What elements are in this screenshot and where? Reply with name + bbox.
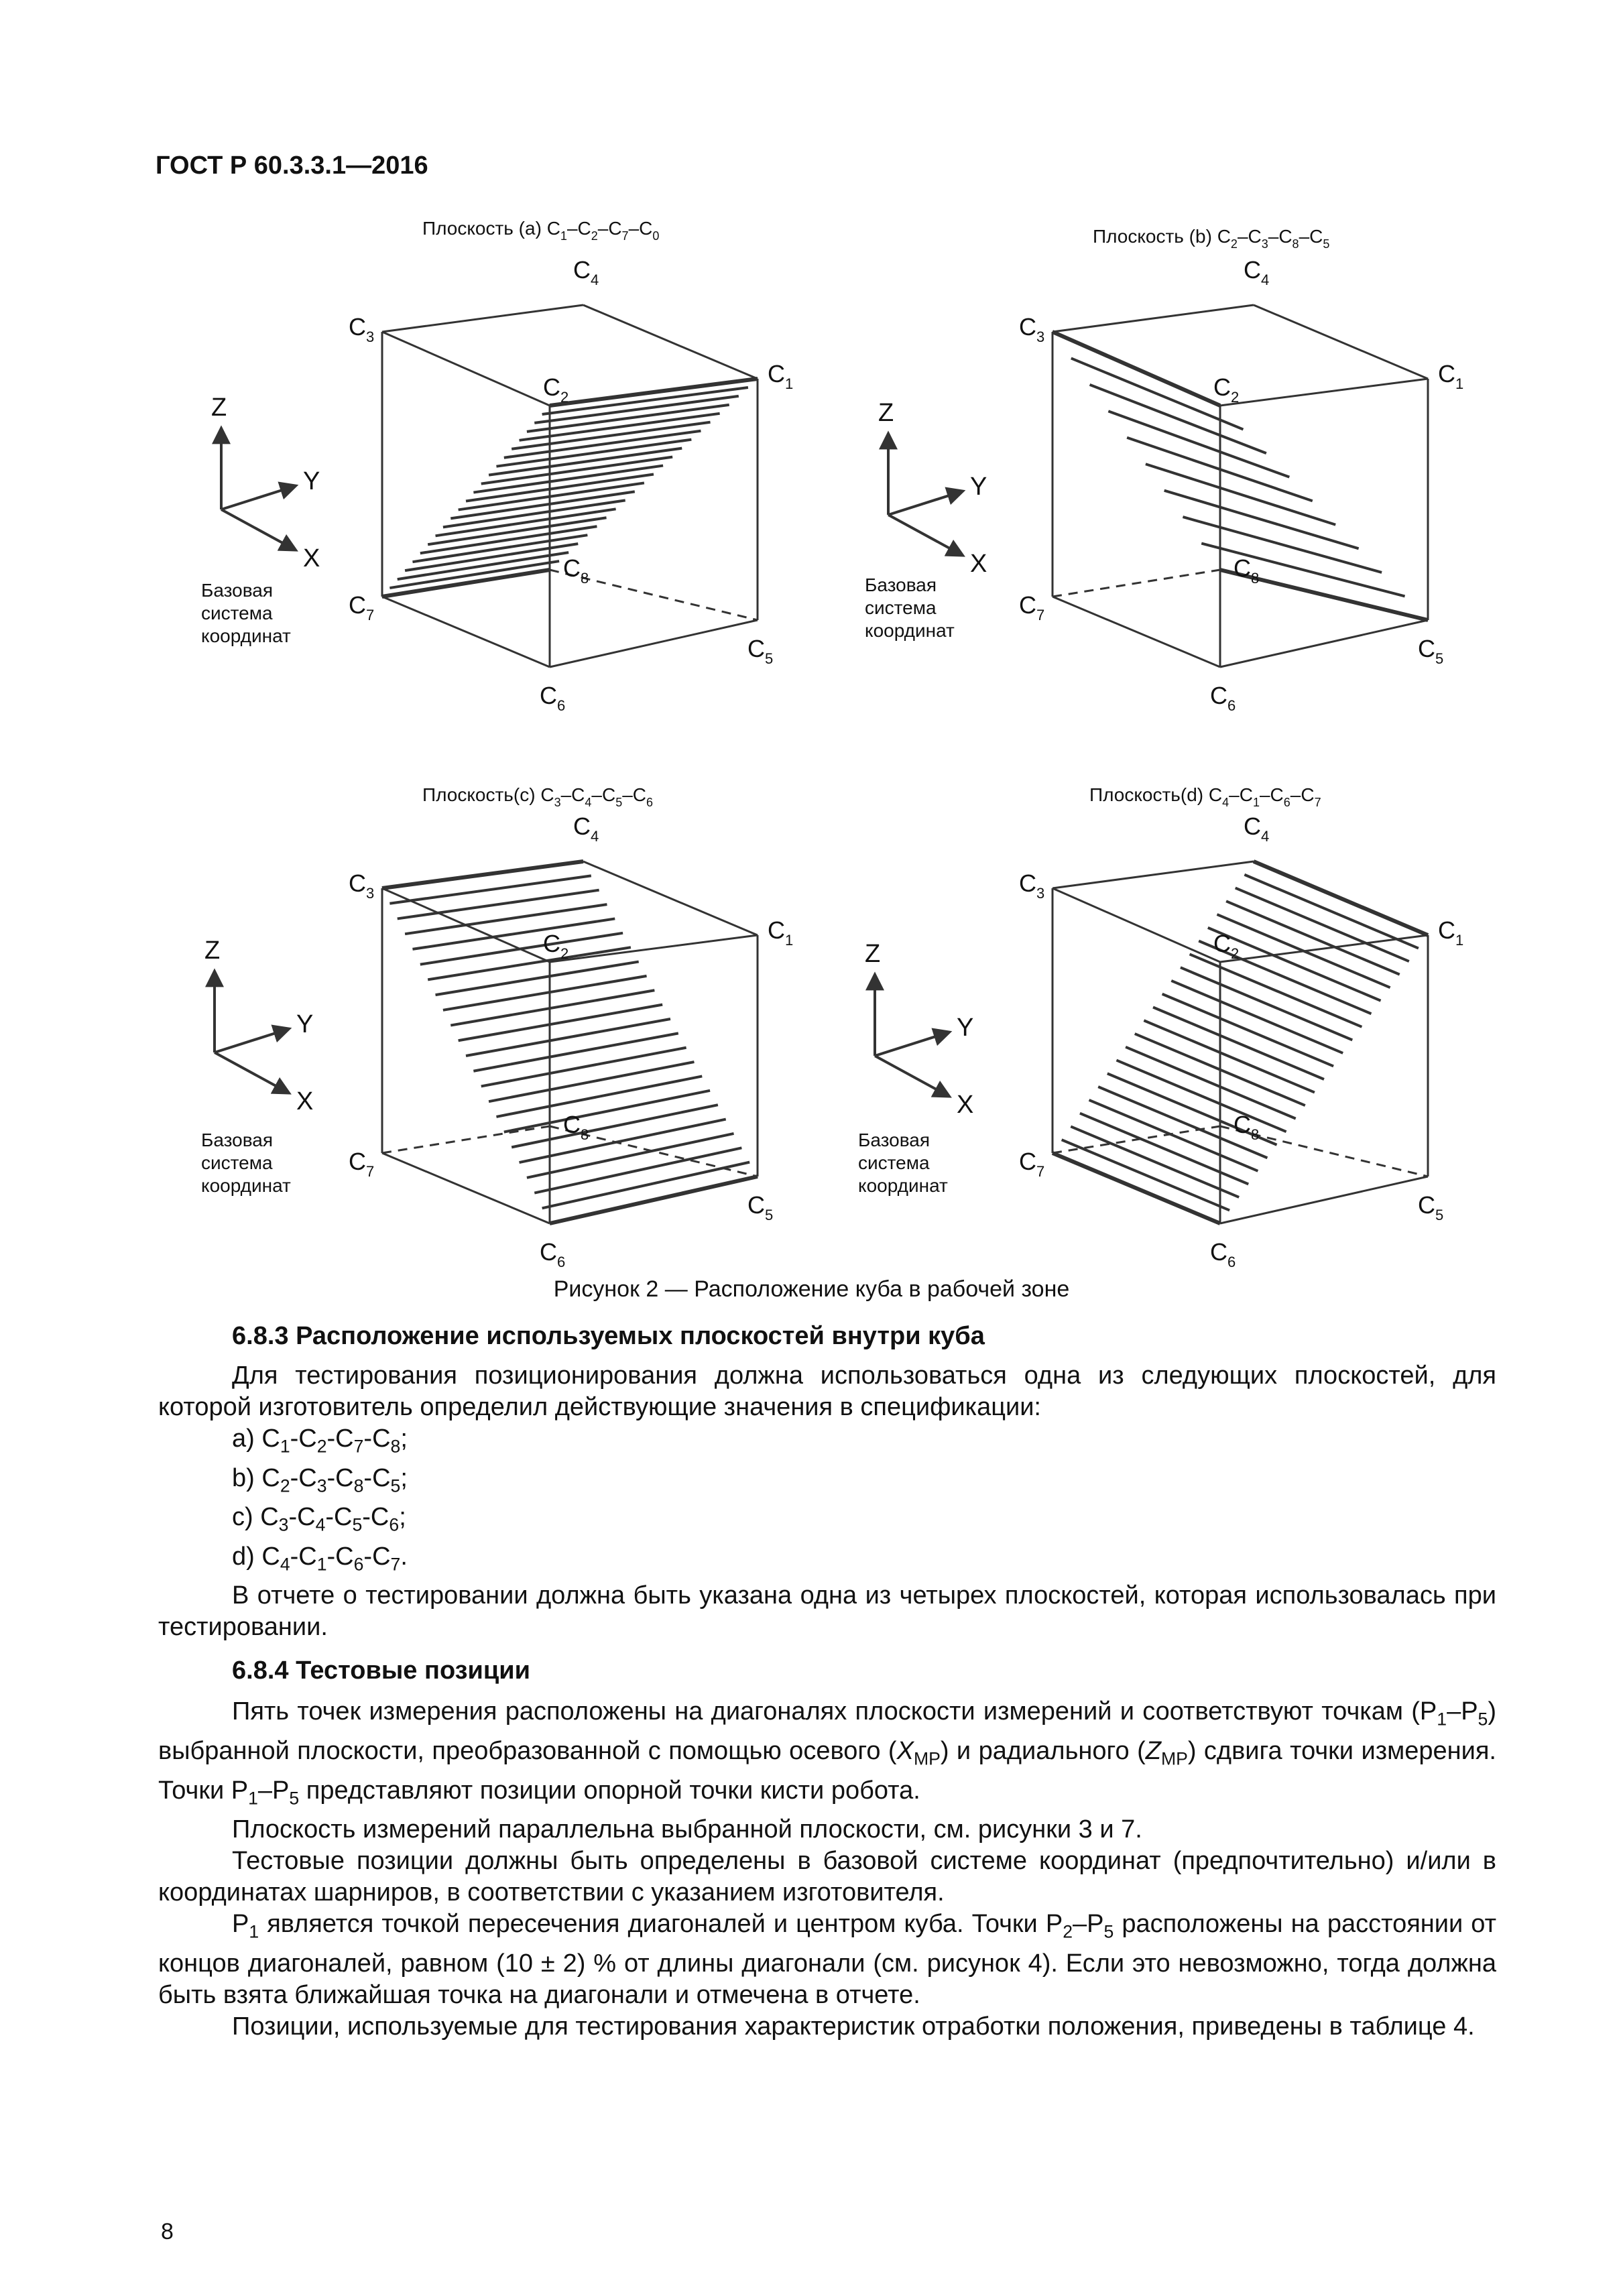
axis-caption-line: система [858,1152,930,1173]
plane-c-hatch [459,1005,663,1041]
vertex-label-c8: $C_8$ [1234,554,1260,587]
axis-y-arrow [215,1029,288,1052]
cube-edge [382,305,583,332]
plane-c-hatch [398,890,599,919]
cube-edge [1053,861,1254,888]
plane-b-hatch [1108,411,1289,477]
paragraph-6-8-4-table: Позиции, используемые для тестирования характеристик отработки положения, приведены в таблице 4. [232,2012,1475,2041]
vertex-label-c2: $C_2$ [543,930,569,962]
plane-d-hatch-edge [1053,1153,1220,1223]
vertex-label-c2: $C_2$ [543,373,569,406]
axis-caption-line: Базовая [865,575,937,595]
vertex-label-c6: $C_6$ [540,1238,566,1270]
axis-caption-line: Базовая [858,1130,930,1150]
vertex-label-c4: $C_4$ [1244,812,1270,845]
axis-caption-line: Базовая [201,1130,274,1150]
cube-edge [1220,379,1428,406]
cube-edge [1053,888,1220,962]
vertex-label-c4: $C_4$ [1244,256,1270,288]
plane-a-hatch [412,535,587,562]
axis-caption-line: система [201,1152,273,1173]
vertex-label-c6: $C_6$ [540,682,566,714]
vertex-label-c5: $C_5$ [747,1191,774,1223]
figure-caption: Рисунок 2 — Расположение куба в рабочей зоне [553,1276,1070,1302]
plane-c-hatch [405,904,607,934]
plane-a-hatch-edge [550,379,758,406]
axis-x-arrow [888,515,962,555]
cube-figure [0,201,1623,1274]
vertex-label-c7: $C_7$ [1019,1148,1045,1180]
plane-c-hatch [466,1019,670,1056]
axis-y-arrow [888,491,962,515]
vertex-label-c7: $C_7$ [349,1148,375,1180]
plane-a-hatch [489,448,682,475]
cube-edge [1220,620,1428,667]
vertex-label-c4: $C_4$ [573,812,599,845]
plane-c-hatch [412,918,615,949]
vertex-label-c7: $C_7$ [349,591,375,623]
axis-y-label: Y [296,1010,314,1038]
plane-a-hatch [436,509,616,536]
cube-edge [550,620,758,667]
axis-caption-line: система [201,603,273,623]
vertex-label-c5: $C_5$ [1418,1191,1444,1223]
plane-c-hatch [420,933,623,965]
plane-title: Плоскость(d) $C_4-C_1-C_6-C_7$ [1089,784,1321,809]
plane-d-hatch [1062,1140,1229,1210]
plane-a-hatch [428,518,606,544]
plane-title: Плоскость (a) $C_1-C_2-C_7-C_0$ [422,218,660,243]
plane-c-hatch [436,962,639,995]
plane-a-hatch [398,552,568,579]
axis-y-label: Y [957,1014,974,1042]
list-item-a: a) $C_1-C_2-C_7-C_8$; [232,1425,408,1457]
cube-edge [1254,305,1428,379]
plane-a-hatch [481,457,672,484]
vertex-label-c6: $C_6$ [1210,682,1236,714]
cube-edge [382,332,550,406]
plane-a-hatch [512,422,710,449]
plane-c-hatch-edge [382,861,583,888]
cube-edge [382,1153,550,1223]
heading-6-8-4: 6.8.4 Тестовые позиции [232,1656,530,1685]
paragraph-6-8-4-points: Пять точек измерения расположены на диагоналях плоскости измерений и соответствуют точкам $(P_1-P_5)$ выбранной плоскости, преобразованной с помощью осевого $(X_{MP})$ и радиального $(Z_{MP})$ сдвига точки измерения. Точки $P_1-P_5$ представляют позиции опорной точки кисти робота. [158,1697,1496,1809]
plane-c-hatch [504,1091,710,1132]
axis-y-arrow [875,1032,949,1056]
vertex-label-c3: $C_3$ [1019,313,1045,345]
vertex-label-c3: $C_3$ [1019,869,1045,902]
plane-a-hatch [459,483,644,509]
axis-z-label: Z [878,399,894,427]
plane-a-hatch [420,526,597,553]
axis-caption-line: система [865,597,937,618]
vertex-label-c1: $C_1$ [768,916,794,949]
plane-a-hatch-edge [382,570,550,597]
cube-edge [1053,597,1220,667]
list-item-b: b) $C_2-C_3-C_8-C_5$; [232,1463,408,1496]
section-6-8-3 [158,1321,1496,2043]
cube-edge [1053,305,1254,332]
vertex-label-c3: $C_3$ [349,869,375,902]
vertex-label-c1: $C_1$ [1438,360,1464,392]
paragraph-6-8-3-outro: В отчете о тестировании должна быть указана одна из четырех плоскостей, которая использовалась при тестировании. [158,1581,1496,1642]
axis-x-arrow [215,1052,288,1093]
paragraph-6-8-4-coords: Тестовые позиции должны быть определены в базовой системе координат (предпочтительно) и/или в координатах шарниров, в соответствии с указанием изготовителя. [158,1847,1496,1907]
plane-c-hatch [496,1076,702,1116]
axis-x-label: X [303,544,320,572]
vertex-label-c1: $C_1$ [768,360,794,392]
axis-caption-line: Базовая [201,580,274,601]
axis-x-arrow [221,509,295,550]
axis-y-label: Y [303,467,320,495]
plane-c-hatch [443,976,647,1010]
axis-y-label: Y [970,473,987,501]
vertex-label-c8: $C_8$ [563,1111,589,1143]
cube-hidden-edge [1053,570,1220,597]
cube-edge [1220,1176,1428,1223]
axis-z-label: Z [211,394,227,422]
cube-edge [583,305,758,379]
cube-hidden-edge [382,1126,550,1153]
axis-caption-line: координат [865,620,955,641]
plane-a-hatch [389,561,559,588]
page-number: 8 [161,2219,174,2244]
plane-title: Плоскость(c) $C_3-C_4-C_5-C_6$ [422,784,654,809]
axis-caption-line: координат [201,1175,291,1196]
vertex-label-c1: $C_1$ [1438,916,1464,949]
plane-a-hatch [473,466,663,493]
vertex-label-c5: $C_5$ [1418,635,1444,667]
vertex-label-c3: $C_3$ [349,313,375,345]
vertex-label-c7: $C_7$ [1019,591,1045,623]
axis-caption-line: координат [858,1175,948,1196]
axis-x-label: X [970,550,987,578]
vertex-label-c8: $C_8$ [1234,1111,1260,1143]
plane-a-hatch [496,440,691,467]
cube-edge [583,861,758,935]
plane-c-hatch [489,1062,694,1101]
axis-x-arrow [875,1056,949,1096]
list-item-d: d) $C_4-C_1-C_6-C_7$. [232,1542,408,1575]
plane-a-hatch [466,475,654,501]
plane-b-hatch-edge [1053,332,1220,406]
heading-6-8-3: 6.8.3 Расположение используемых плоскостей внутри куба [232,1322,985,1350]
vertex-label-c2: $C_2$ [1213,373,1240,406]
cube-edge [382,597,550,667]
paragraph-6-8-3-intro: Для тестирования позиционирования должна использоваться одна из следующих плоскостей, для которой изготовитель определил действующие значения в спецификации: [158,1362,1496,1421]
plane-b-hatch [1090,385,1266,453]
axis-x-label: X [296,1087,314,1115]
axis-z-label: Z [865,940,881,968]
vertex-label-c5: $C_5$ [747,635,774,667]
plane-c-hatch [450,990,654,1025]
vertex-label-c6: $C_6$ [1210,1238,1236,1270]
plane-c-hatch [389,875,591,903]
plane-c-hatch [473,1033,678,1071]
plane-d-hatch [1089,1100,1258,1171]
plane-a-hatch [504,431,701,458]
list-item-c: c) $C_3-C_4-C_5-C_6$; [232,1503,406,1535]
vertex-label-c8: $C_8$ [563,554,589,587]
paragraph-6-8-4-plane: Плоскость измерений параллельна выбранной плоскости, см. рисунки 3 и 7. [232,1815,1142,1844]
plane-title: Плоскость (b) $C_2-C_3-C_8-C_5$ [1093,226,1330,251]
axis-caption-line: координат [201,625,291,646]
vertex-label-c4: $C_4$ [573,256,599,288]
paragraph-6-8-4-p1: $P_1$ является точкой пересечения диагоналей и центром куба. Точки $P_2-P_5$ расположены на расстоянии от концов диагоналей, равном (10 ± 2) % от длины диагонали (см. рисунок 4). Если это невозможно, тогда должна быть взята ближайшая точка на диагонали и отмечена в отчете. [158,1910,1496,2009]
axis-y-arrow [221,486,295,509]
vertex-label-c2: $C_2$ [1213,930,1240,962]
plane-a-hatch [443,500,625,527]
axis-x-label: X [957,1091,974,1119]
axis-z-label: Z [204,936,221,965]
plane-a-hatch [450,491,635,518]
plane-c-hatch [481,1048,686,1087]
plane-a-hatch [527,405,729,432]
standard-header: ГОСТ Р 60.3.3.1—2016 [156,152,428,180]
plane-a-hatch [405,544,578,570]
